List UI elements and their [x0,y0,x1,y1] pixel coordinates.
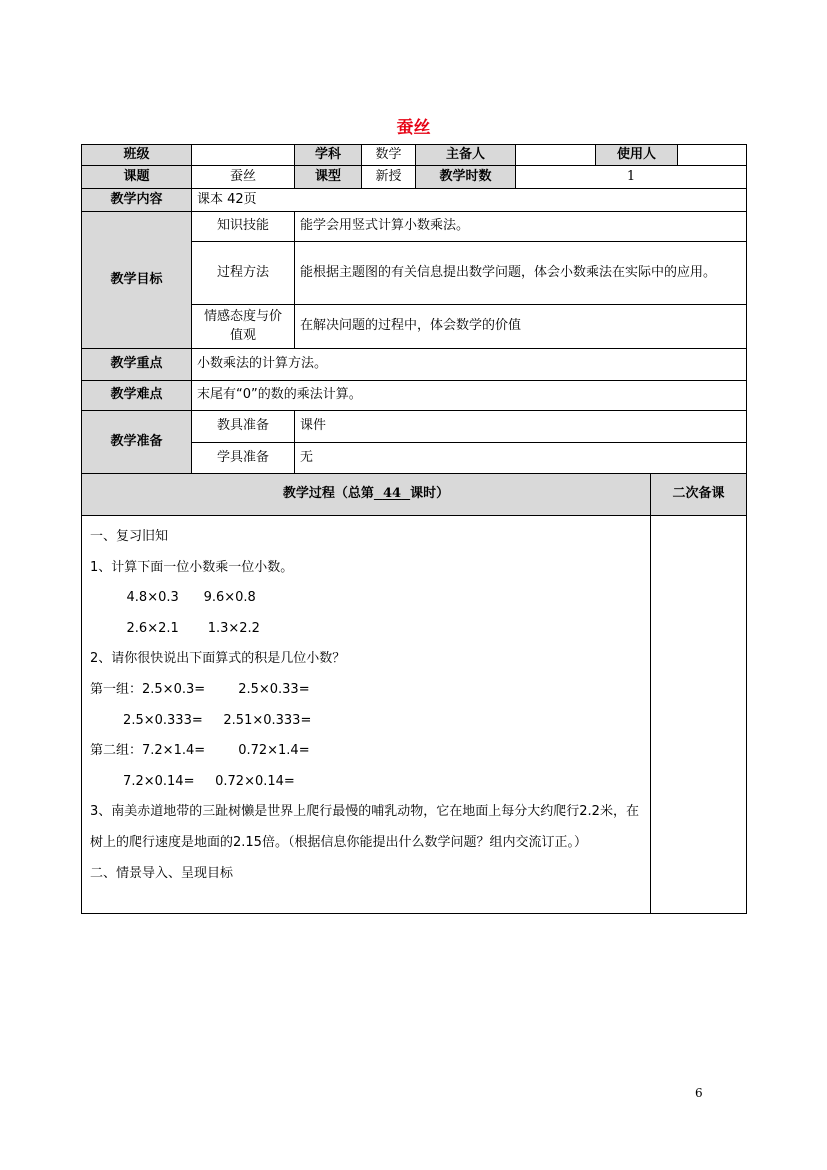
difficulty-label: 教学难点 [81,380,192,411]
page-number: 6 [695,1086,703,1100]
key-point-value: 小数乘法的计算方法。 [191,348,747,381]
process-header-prefix: 教学过程（总第 [282,486,374,502]
key-point-label: 教学重点 [81,348,192,381]
teacher-tools-label: 教具准备 [191,410,295,443]
process-line: 第二组：7.2×1.4= 0.72×1.4= [90,743,310,759]
process-line: 2.6×2.1 1.3×2.2 [110,620,260,636]
goal-process-value [294,241,747,305]
process-line: 第一组：2.5×0.3= 2.5×0.33= [90,681,310,697]
teaching-content-label: 教学内容 [81,188,192,212]
goal-process-label: 过程方法 [191,241,295,305]
process-paragraph: 3、南美赤道地带的三趾树懒是世界上爬行最慢的哺乳动物，它在地面上每分大约爬行2.2米，在树上的爬行速度是地面的2.15倍。（根据信息你能提出什么数学问题？组内交流订正。） [90,804,639,850]
student-tools-label: 学具准备 [191,442,295,474]
teaching-content-value: 课本 42页 [191,188,747,212]
lead-preparer-value [515,144,596,166]
process-line: 2.5×0.333= 2.51×0.333= [90,712,312,728]
user-label: 使用人 [595,144,678,166]
goal-attitude-label [191,304,295,349]
process-body [81,515,651,914]
lesson-type-label: 课型 [294,165,362,189]
class-label: 班级 [81,144,192,166]
second-prep-header: 二次备课 [650,473,747,516]
subject-label: 学科 [294,144,362,166]
subject-value: 数学 [361,144,416,166]
process-line: 1、计算下面一位小数乘一位小数。 [90,559,294,575]
teaching-hours-label: 教学时数 [415,165,516,189]
student-tools-value: 无 [294,442,747,474]
process-line: 7.2×0.14= 0.72×0.14= [90,773,295,789]
process-line: 二、情景导入、呈现目标 [90,865,234,881]
process-header-suffix: 课时） [410,486,450,502]
process-header [81,473,651,516]
goal-knowledge-label: 知识技能 [191,211,295,242]
topic-label: 课题 [81,165,192,189]
process-line: 2、请你很快说出下面算式的积是几位小数？ [90,651,346,667]
teacher-tools-value: 课件 [294,410,747,443]
class-value [191,144,295,166]
lesson-type-value: 新授 [361,165,416,189]
user-value [677,144,747,166]
teaching-hours-value: 1 [515,165,747,189]
teaching-goals-label: 教学目标 [81,211,192,349]
goal-attitude-value: 在解决问题的过程中，体会数学的价值 [294,304,747,349]
process-line: 4.8×0.3 9.6×0.8 [110,590,256,606]
teaching-prep-label: 教学准备 [81,410,192,474]
goal-process-text: 能根据主题图的有关信息提出数学问题，体会小数乘法在实际中的应用。 [300,265,717,280]
lead-preparer-label: 主备人 [415,144,516,166]
process-line: 一、复习旧知 [90,529,169,544]
process-header-number: 44 [382,486,402,502]
topic-value: 蚕丝 [191,165,295,189]
document-title: 蚕丝 [396,118,431,138]
difficulty-value: 末尾有“0”的数的乘法计算。 [191,380,747,411]
goal-knowledge-value: 能学会用竖式计算小数乘法。 [294,211,747,242]
second-prep-body [650,515,747,914]
goal-attitude-label-text: 情感态度与价值观 [203,309,282,343]
